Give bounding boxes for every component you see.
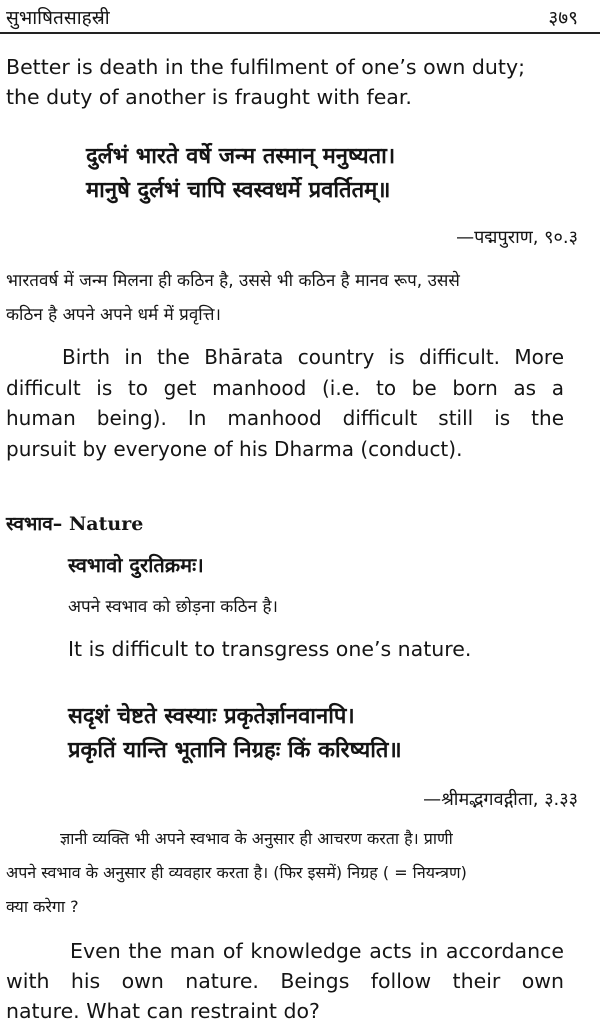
hindi-translation-3 (6, 822, 467, 924)
text-line: अपने स्वभाव को छोड़ना कठिन है। (68, 597, 278, 617)
verse-line: मानुषे दुर्लभं चापि स्वस्वधर्मे प्रवर्तितम्॥ (86, 178, 391, 203)
verse-line: स्वभावो दुरतिक्रमः। (68, 553, 204, 577)
text-line: with his own nature. Beings follow their own (6, 969, 564, 993)
text-line: pursuit by everyone of his Dharma (conduct). (6, 436, 463, 461)
verse-line: दुर्लभं भारते वर्षे जन्म तस्मान् मनुष्यता। (86, 144, 396, 169)
text-line: Even the man of knowledge acts in accordance (70, 939, 564, 963)
translation-paragraph-1 (6, 52, 525, 112)
text-line: कठिन है अपने अपने धर्म में प्रवृत्ति। (6, 305, 221, 325)
sanskrit-verse-2 (68, 548, 204, 582)
hindi-translation-1 (6, 264, 460, 332)
verse-line: प्रकृतिं यान्ति भूतानि निग्रहः किं करिष्यति॥ (68, 738, 402, 763)
section-heading (6, 510, 143, 536)
text-line: Better is death in the fulfilment of one’s own duty; (6, 55, 525, 79)
text-line: क्या करेगा ? (6, 897, 79, 916)
verse-source-3: —श्रीमद्भगवद्गीता, ३.३३ (423, 789, 578, 810)
section-heading-english: Nature (68, 513, 144, 535)
sanskrit-verse-3 (68, 700, 402, 768)
translation-paragraph-2 (6, 342, 564, 464)
hindi-translation-2 (68, 590, 278, 624)
text-line: It is difficult to transgress one’s nature. (68, 637, 472, 661)
sanskrit-verse-1 (86, 140, 395, 208)
translation-paragraph-3 (68, 634, 471, 664)
running-title: सुभाषितसाहस्री (6, 7, 110, 29)
text-line: Birth in the Bhārata country is difficult. More (62, 345, 564, 369)
page-number: ३७९ (548, 7, 578, 29)
page-header (0, 2, 600, 34)
text-line: human being). In manhood difficult still is the (6, 406, 564, 430)
text-line: difficult is to get manhood (i.e. to be born as a (6, 375, 564, 400)
text-line: अपने स्वभाव के अनुसार ही व्यवहार करता है। (फिर इसमें) निग्रह ( = नियन्त्रण) (6, 863, 467, 882)
verse-source-1: —पद्मपुराण, ९०.३ (456, 227, 578, 248)
text-line: भारतवर्ष में जन्म मिलना ही कठिन है, उससे भी कठिन है मानव रूप, उससे (6, 271, 460, 291)
section-heading-hindi: स्वभाव– (6, 513, 63, 535)
text-line: ज्ञानी व्यक्ति भी अपने स्वभाव के अनुसार ही आचरण करता है। प्राणी (60, 829, 453, 848)
translation-paragraph-4 (6, 936, 564, 1026)
text-line: nature. What can restraint do? (6, 999, 320, 1023)
verse-line: सदृशं चेष्टते स्वस्याः प्रकृतेर्ज्ञानवानपि। (68, 704, 355, 729)
text-line: the duty of another is fraught with fear. (6, 85, 412, 109)
